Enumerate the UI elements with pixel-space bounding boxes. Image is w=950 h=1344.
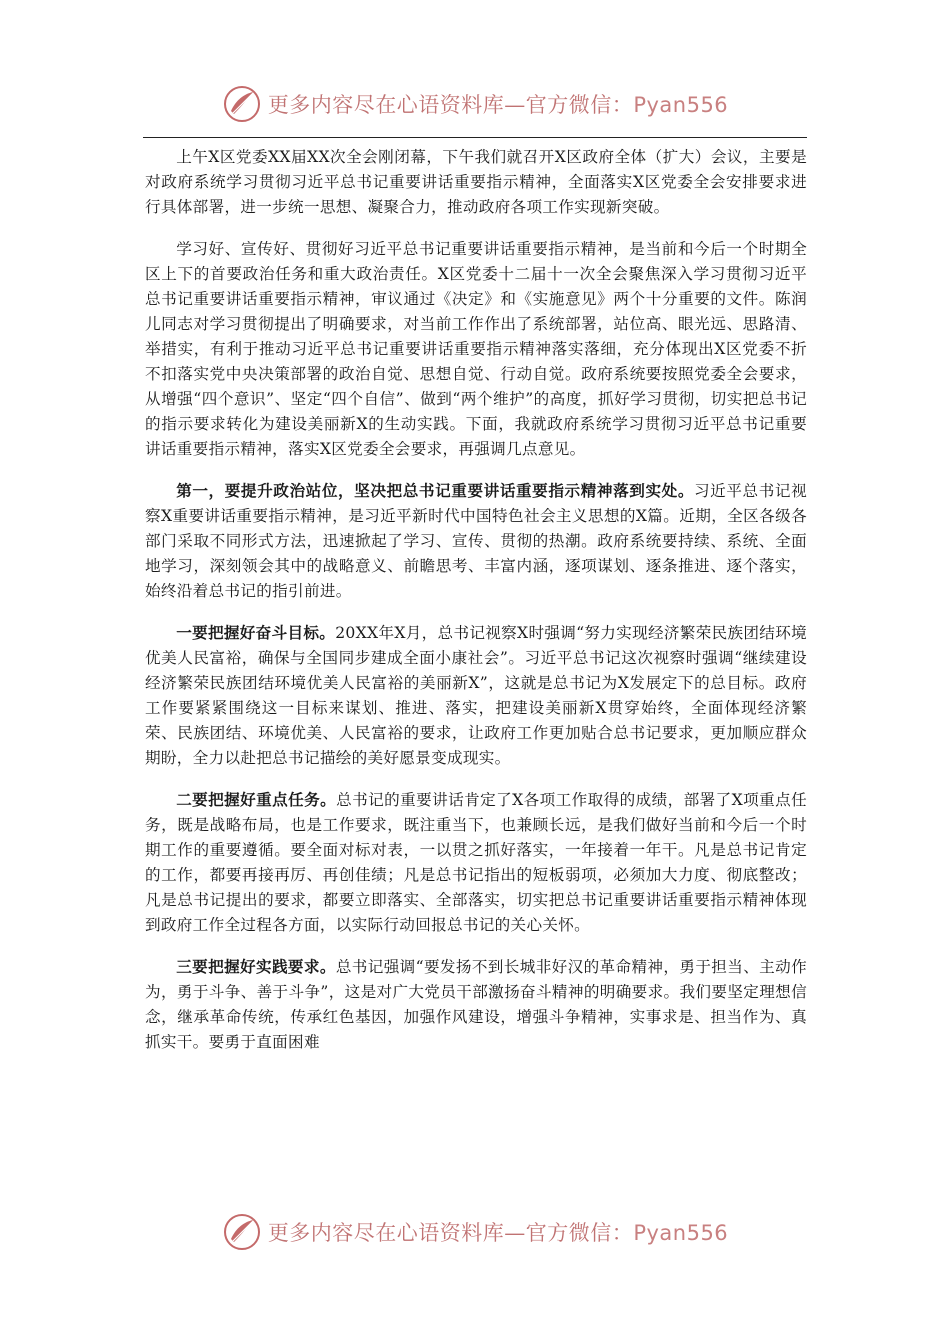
paragraph-text: 20XX年X月，总书记视察X时强调“努力实现经济繁荣民族团结环境优美人民富裕，确保与全国同步建成全面小康社会”。习近平总书记这次视察时强调“继续建设经济繁荣民族团结环境优美人民富裕的美丽新X”，这就是总书记为X发展定下的总目标。政府工作要紧紧围绕这一目标来谋划、推进、落实，把建设美丽新X贯穿始终，全面体现经济繁荣、民族团结、环境优美、人民富裕的要求，让政府工作更加贴合总书记要求，更加顺应群众期盼，全力以赴把总书记描绘的美好愿景变成现实。 — [145, 624, 807, 767]
header-divider — [143, 137, 807, 138]
document-body — [145, 144, 807, 1071]
logo-icon — [222, 84, 262, 124]
paragraph-text: 总书记强调“要发扬不到长城非好汉的革命精神，勇于担当、主动作为，勇于斗争、善于斗争”，这是对广大党员干部激扬奋斗精神的明确要求。我们要坚定理想信念，继承革命传统，传承红色基因，加强作风建设，增强斗争精神，实事求是、担当作为、真抓实干。要勇于直面困难 — [145, 958, 807, 1051]
header-banner — [0, 80, 950, 128]
banner-text: 更多内容尽在心语资料库—官方微信：Pyan556 — [267, 93, 729, 117]
paragraph — [145, 478, 807, 604]
paragraph-lead: 三要把握好实践要求。 — [176, 957, 336, 976]
paragraph-text: 总书记的重要讲话肯定了X各项工作取得的成绩，部署了X项重点任务，既是战略布局，也是工作要求，既注重当下，也兼顾长远，是我们做好当前和今后一个时期工作的重要遵循。要全面对标对表，一以贯之抓好落实，一年接着一年干。凡是总书记肯定的工作，都要再接再厉、再创佳绩；凡是总书记指出的短板弱项，必须加大力度、彻底整改；凡是总书记提出的要求，都要立即落实、全部落实，切实把总书记重要讲话重要指示精神体现到政府工作全过程各方面，以实际行动回报总书记的关心关怀。 — [145, 791, 807, 934]
logo-icon — [222, 1212, 262, 1252]
paragraph-text: 习近平总书记视察X重要讲话重要指示精神，是习近平新时代中国特色社会主义思想的X篇。近期，全区各级各部门采取不同形式方法，迅速掀起了学习、宣传、贯彻的热潮。政府系统要持续、系统、全面地学习，深刻领会其中的战略意义、前瞻思考、丰富内涵，逐项谋划、逐条推进、逐个落实，始终沿着总书记的指引前进。 — [145, 482, 807, 600]
footer-banner — [0, 1208, 950, 1256]
paragraph — [145, 236, 807, 462]
paragraph-lead: 第一，要提升政治站位，坚决把总书记重要讲话重要指示精神落到实处。 — [176, 481, 694, 500]
wechat-id: Pyan556 — [633, 1221, 729, 1245]
paragraph — [145, 954, 807, 1055]
paragraph-lead: 一要把握好奋斗目标。 — [176, 623, 336, 642]
banner-text: 更多内容尽在心语资料库—官方微信：Pyan556 — [267, 1221, 729, 1245]
paragraph-text: 上午X区党委XX届XX次全会刚闭幕，下午我们就召开X区政府全体（扩大）会议，主要是对政府系统学习贯彻习近平总书记重要讲话重要指示精神，全面落实X区党委全会安排要求进行具体部署，进一步统一思想、凝聚合力，推动政府各项工作实现新突破。 — [145, 148, 807, 216]
wechat-id: Pyan556 — [633, 93, 729, 117]
paragraph — [145, 144, 807, 220]
paragraph-text: 学习好、宣传好、贯彻好习近平总书记重要讲话重要指示精神，是当前和今后一个时期全区上下的首要政治任务和重大政治责任。X区党委十二届十一次全会聚焦深入学习贯彻习近平总书记重要讲话重要指示精神，审议通过《决定》和《实施意见》两个十分重要的文件。陈润儿同志对学习贯彻提出了明确要求，对当前工作作出了系统部署，站位高、眼光远、思路清、举措实，有利于推动习近平总书记重要讲话重要指示精神落实落细，充分体现出X区党委不折不扣落实党中央决策部署的政治自觉、思想自觉、行动自觉。政府系统要按照党委全会要求，从增强“四个意识”、坚定“四个自信”、做到“两个维护”的高度，抓好学习贯彻，切实把总书记的指示要求转化为建设美丽新X的生动实践。下面，我就政府系统学习贯彻习近平总书记重要讲话重要指示精神，落实X区党委全会要求，再强调几点意见。 — [145, 240, 807, 458]
paragraph — [145, 620, 807, 771]
paragraph — [145, 787, 807, 938]
paragraph-lead: 二要把握好重点任务。 — [176, 790, 337, 809]
